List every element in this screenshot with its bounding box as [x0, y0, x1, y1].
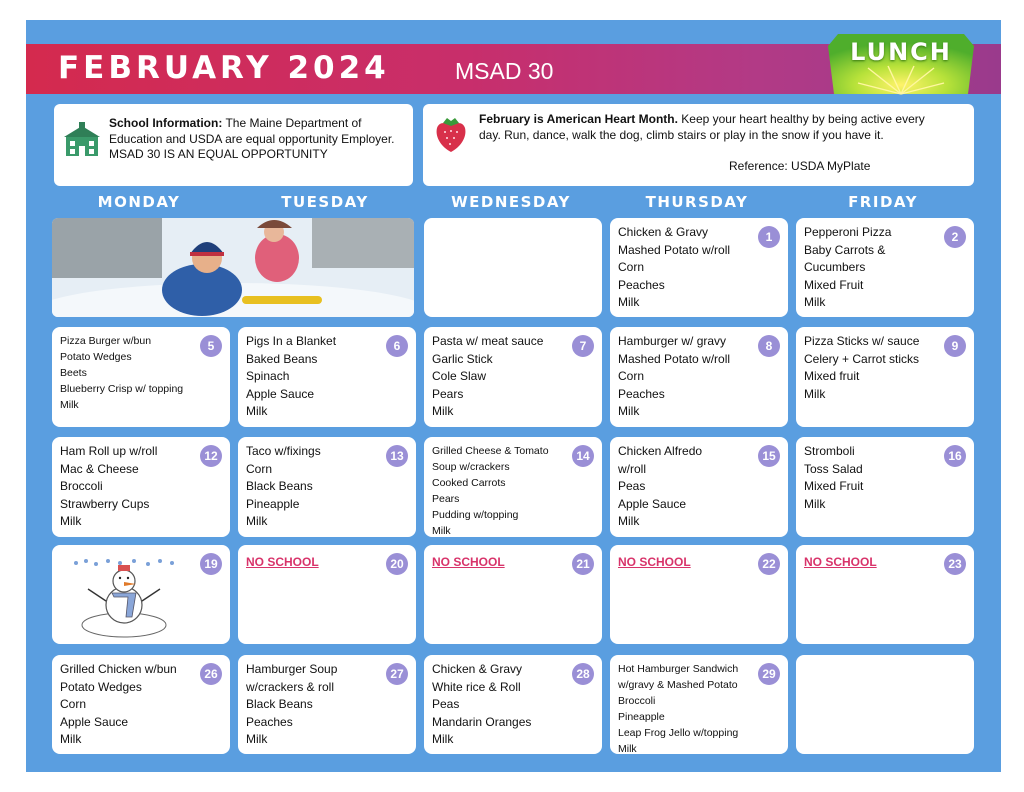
date-badge: 5 [200, 335, 222, 357]
menu-item: Pudding w/topping [432, 509, 519, 521]
menu-item: Peaches [618, 277, 665, 292]
menu-item: Apple Sauce [60, 714, 129, 729]
date-badge: 6 [386, 335, 408, 357]
menu-item: Pizza Sticks w/ sauce [804, 334, 920, 348]
date-badge: 27 [386, 663, 408, 685]
menu-item: Leap Frog Jello w/topping [618, 727, 739, 739]
menu-item: Pepperoni Pizza [804, 225, 892, 239]
menu-list [804, 333, 919, 403]
day-cell [238, 545, 416, 644]
menu-item: Pigs In a Blanket [246, 334, 337, 348]
district-name: MSAD 30 [455, 58, 554, 84]
menu-list [804, 224, 891, 312]
date-badge: 9 [944, 335, 966, 357]
day-cell [610, 655, 788, 754]
no-school-label: NO SCHOOL [246, 555, 319, 569]
day-cell [424, 655, 602, 754]
day-cell [796, 218, 974, 317]
school-info-box [54, 104, 413, 186]
day-cell [610, 218, 788, 317]
no-school-label: NO SCHOOL [804, 555, 877, 569]
day-cell [424, 545, 602, 644]
day-cell [796, 655, 974, 754]
no-school-label: NO SCHOOL [432, 555, 505, 569]
menu-item: Spinach [246, 369, 290, 383]
day-cell [52, 545, 230, 644]
menu-item: Pineapple [246, 496, 300, 511]
date-badge: 23 [944, 553, 966, 575]
menu-list [60, 661, 177, 749]
menu-item: Potato Wedges [60, 351, 132, 363]
menu-item: Chicken Alfredo [618, 444, 703, 458]
day-cell [796, 327, 974, 427]
menu-item: Milk [246, 732, 268, 746]
menu-list [246, 443, 321, 531]
day-cell [238, 437, 416, 537]
menu-item: Corn [60, 697, 87, 711]
menu-item: Cole Slaw [432, 369, 487, 383]
menu-item: Milk [618, 295, 640, 309]
menu-item: Mashed Potato w/roll [618, 351, 731, 366]
reference-text: Reference: USDA MyPlate [729, 159, 871, 173]
menu-item: Milk [804, 386, 826, 401]
menu-item: Milk [432, 732, 454, 746]
sledding-photo [52, 218, 414, 317]
menu-item: Milk [618, 514, 640, 528]
menu-item: w/crackers & roll [246, 679, 335, 694]
menu-list [432, 443, 549, 539]
menu-item: Apple Sauce [618, 496, 687, 511]
menu-item: Milk [432, 404, 454, 418]
menu-item: Milk [246, 404, 268, 418]
school-building-icon [64, 122, 100, 158]
menu-item: Stromboli [804, 444, 855, 458]
menu-list [618, 333, 730, 421]
menu-item: Pasta w/ meat sauce [432, 334, 544, 348]
day-cell [610, 545, 788, 644]
day-cell [424, 327, 602, 427]
menu-item: Milk [804, 496, 826, 511]
menu-list [618, 224, 730, 312]
menu-item: Celery + Carrot sticks [804, 351, 920, 366]
menu-item: Beets [60, 367, 87, 379]
day-cell [52, 437, 230, 537]
menu-item: Pears [432, 493, 460, 505]
menu-list [246, 333, 336, 421]
day-header-tuesday: TUESDAY [281, 193, 369, 211]
date-badge: 26 [200, 663, 222, 685]
date-badge: 1 [758, 226, 780, 248]
menu-item: Baked Beans [246, 351, 318, 366]
menu-list [618, 443, 702, 531]
menu-item: Milk [60, 399, 79, 411]
lunch-label: LUNCH [850, 38, 952, 66]
menu-item: Milk [246, 514, 268, 528]
date-badge: 14 [572, 445, 594, 467]
menu-item: Baby Carrots & [804, 242, 886, 257]
heart-month-box [423, 104, 974, 186]
date-badge: 20 [386, 553, 408, 575]
date-badge: 29 [758, 663, 780, 685]
menu-item: Milk [432, 525, 451, 537]
menu-item: Broccoli [60, 479, 103, 493]
menu-list [246, 661, 337, 749]
menu-item: Cucumbers [804, 260, 866, 274]
menu-item: Milk [804, 295, 826, 309]
menu-item: Corn [618, 260, 645, 274]
no-school-label: NO SCHOOL [618, 555, 691, 569]
date-badge: 7 [572, 335, 594, 357]
menu-item: Peas [618, 479, 646, 493]
menu-item: White rice & Roll [432, 679, 521, 694]
day-header-thursday: THURSDAY [645, 193, 749, 211]
day-header-friday: FRIDAY [848, 193, 918, 211]
menu-item: Peaches [246, 714, 293, 729]
menu-item: Black Beans [246, 697, 313, 711]
menu-item: Grilled Cheese & Tomato [432, 445, 549, 457]
menu-item: Chicken & Gravy [618, 225, 709, 239]
date-badge: 15 [758, 445, 780, 467]
menu-item: Peaches [618, 386, 665, 401]
menu-item: Broccoli [618, 695, 656, 707]
menu-item: Milk [60, 732, 82, 746]
menu-item: Toss Salad [804, 461, 863, 476]
menu-item: Apple Sauce [246, 386, 315, 401]
menu-item: Pears [432, 386, 464, 401]
menu-item: Black Beans [246, 479, 313, 493]
heart-month-text: February is American Heart Month. Keep your heart healthy by being active every day. Run, dance, walk the dog, climb stairs or play in the snow if you have it. [479, 112, 925, 142]
snowman-icon [62, 551, 192, 639]
menu-item: Hamburger Soup [246, 662, 338, 676]
date-badge: 13 [386, 445, 408, 467]
date-badge: 12 [200, 445, 222, 467]
date-badge: 16 [944, 445, 966, 467]
day-cell [796, 437, 974, 537]
menu-item: Pizza Burger w/bun [60, 335, 152, 347]
day-cell [238, 327, 416, 427]
date-badge: 8 [758, 335, 780, 357]
menu-item: Milk [618, 743, 637, 755]
day-cell [52, 327, 230, 427]
day-cell [52, 655, 230, 754]
menu-item: Corn [246, 461, 273, 476]
day-cell [238, 655, 416, 754]
menu-item: Pineapple [618, 711, 665, 723]
menu-item: Hot Hamburger Sandwich [618, 663, 739, 675]
menu-item: Corn [618, 369, 645, 383]
menu-item: Soup w/crackers [432, 461, 510, 473]
menu-item: w/gravy & Mashed Potato [618, 679, 738, 691]
menu-list [432, 661, 531, 749]
menu-item: Mashed Potato w/roll [618, 242, 731, 257]
menu-item: Milk [618, 404, 640, 418]
day-cell [424, 218, 602, 317]
menu-item: w/roll [618, 461, 647, 476]
day-cell [610, 437, 788, 537]
date-badge: 22 [758, 553, 780, 575]
menu-item: Mac & Cheese [60, 461, 139, 476]
month-title: FEBRUARY 2024 [58, 50, 390, 86]
menu-item: Garlic Stick [432, 351, 493, 366]
menu-item: Grilled Chicken w/bun [60, 662, 177, 676]
day-cell [424, 437, 602, 537]
menu-item: Potato Wedges [60, 679, 142, 694]
menu-item: Taco w/fixings [246, 444, 321, 458]
day-cell [610, 327, 788, 427]
menu-item: Strawberry Cups [60, 496, 150, 511]
strawberry-icon [432, 114, 470, 154]
day-header-wednesday: WEDNESDAY [451, 193, 571, 211]
menu-item: Ham Roll up w/roll [60, 444, 158, 458]
day-header-monday: MONDAY [97, 193, 181, 211]
menu-item: Blueberry Crisp w/ topping [60, 383, 184, 395]
menu-item: Mandarin Oranges [432, 714, 532, 729]
date-badge: 19 [200, 553, 222, 575]
date-badge: 28 [572, 663, 594, 685]
menu-item: Peas [432, 697, 460, 711]
school-info-text: School Information: The Maine Department of Education and USDA are equal opportunity Employer. MSAD 30 IS AN EQUAL OPPORTUNITY [109, 116, 395, 161]
menu-item: Mixed fruit [804, 369, 860, 383]
menu-list [618, 661, 738, 757]
menu-item: Milk [60, 514, 82, 528]
menu-list [60, 333, 183, 413]
menu-list [60, 443, 157, 531]
menu-list [432, 333, 543, 421]
menu-item: Mixed Fruit [804, 277, 864, 292]
date-badge: 21 [572, 553, 594, 575]
menu-item: Cooked Carrots [432, 477, 506, 489]
menu-item: Chicken & Gravy [432, 662, 523, 676]
date-badge: 2 [944, 226, 966, 248]
menu-item: Mixed Fruit [804, 479, 864, 493]
menu-list [804, 443, 863, 513]
menu-item: Hamburger w/ gravy [618, 334, 727, 348]
day-cell [796, 545, 974, 644]
